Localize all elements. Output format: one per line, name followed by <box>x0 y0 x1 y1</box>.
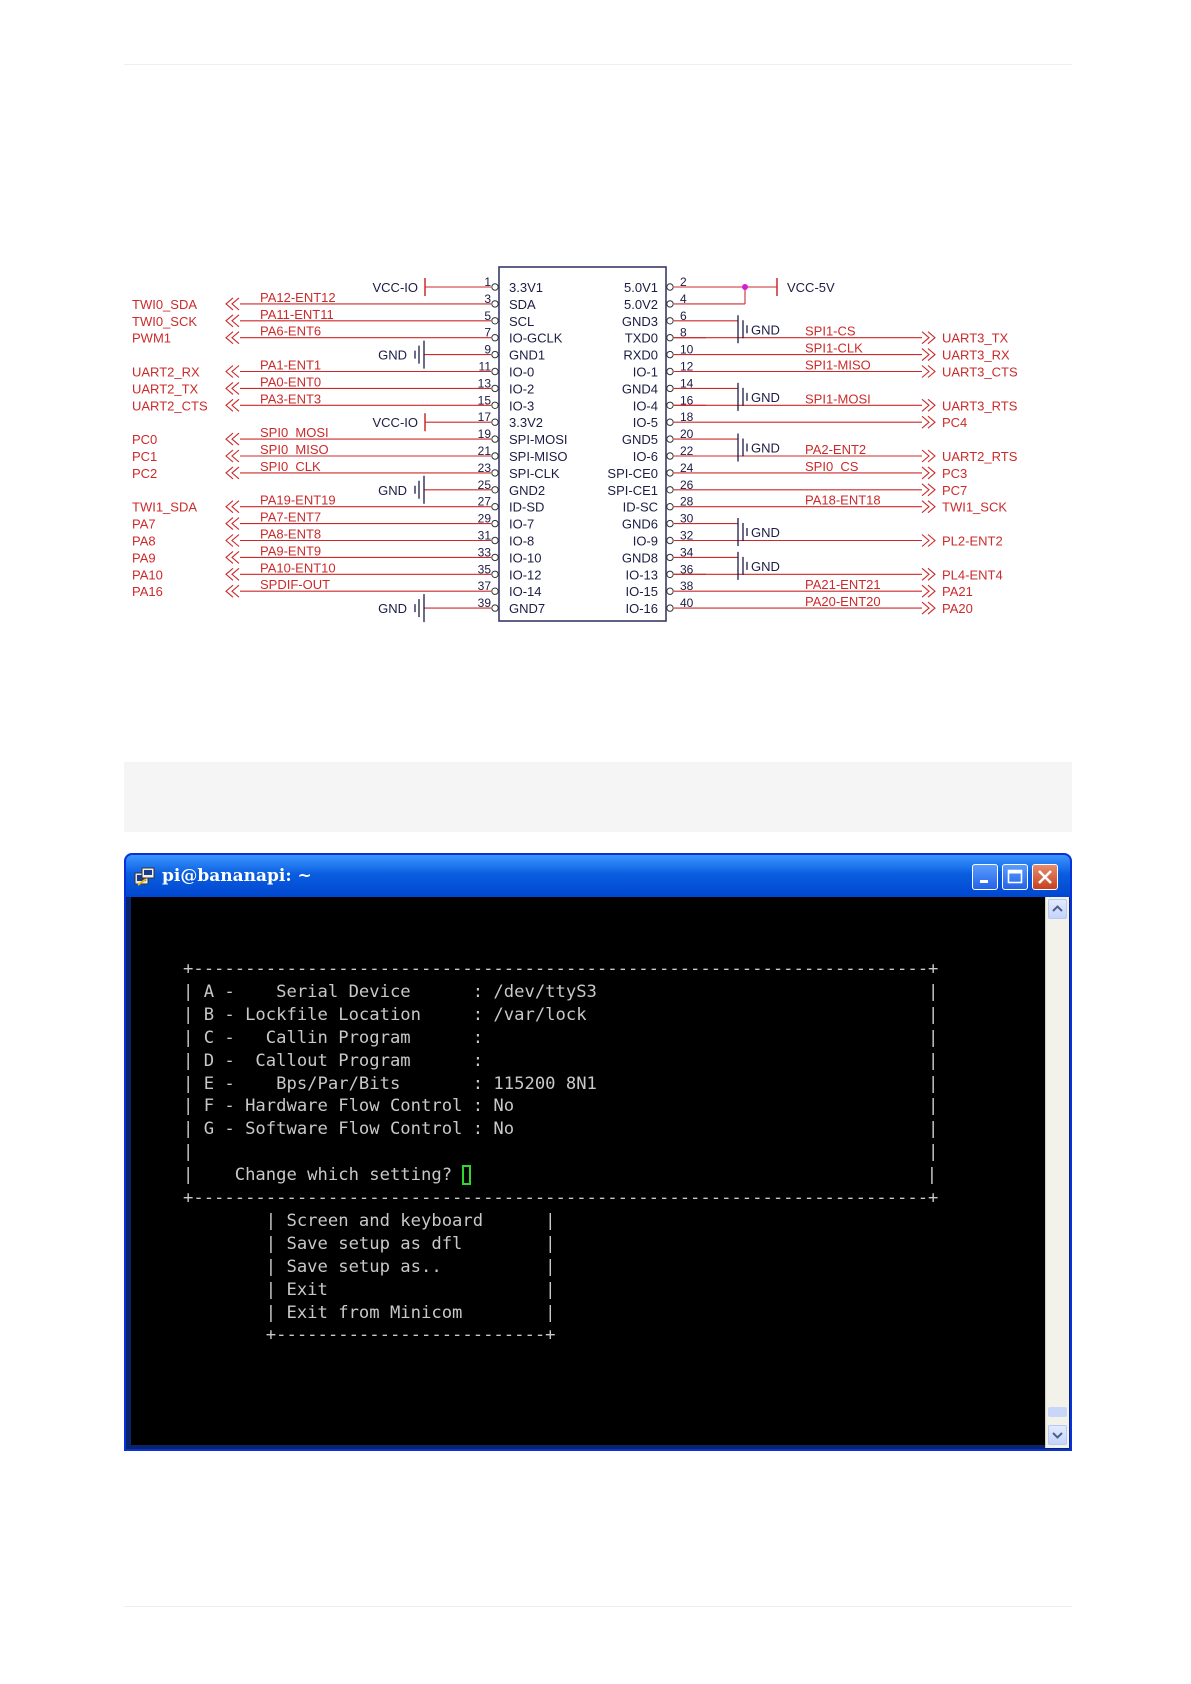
function-label-right: PL2-ENT2 <box>942 533 1003 549</box>
inner-label-right: 5.0V1 <box>624 280 658 295</box>
terminal-line <box>183 1187 938 1209</box>
connector-chevron-right <box>922 585 935 597</box>
pin-marker <box>667 571 673 577</box>
terminal-line-text: | | <box>183 1142 939 1163</box>
function-label-left: UART2_CTS <box>132 398 208 414</box>
minimize-icon <box>973 865 997 889</box>
power-label-right: VCC-5V <box>787 280 835 295</box>
putty-icon <box>134 867 156 887</box>
function-label-left: PA7 <box>132 516 156 532</box>
maximize-icon <box>1003 865 1027 889</box>
terminal-line-text: | Screen and keyboard | <box>183 1210 556 1231</box>
inner-label-left: GND2 <box>509 482 546 498</box>
inner-label-left: SDA <box>509 296 536 312</box>
net-label-left: PA0-ENT0 <box>260 374 322 390</box>
inner-label-right: IO-4 <box>632 398 658 414</box>
function-label-left: PA8 <box>132 533 156 549</box>
net-label-left: PA6-ENT6 <box>260 323 322 339</box>
net-label-right: SPI1-MOSI <box>805 391 871 407</box>
terminal-line-text: | Change which setting? <box>183 1165 463 1186</box>
pin-marker <box>667 554 673 560</box>
net-label-left: PA1-ENT1 <box>260 357 322 373</box>
pin-marker <box>667 419 673 425</box>
pin-marker <box>667 520 673 526</box>
pin-number-right: 30 <box>680 511 694 526</box>
function-label-right: UART3_RX <box>942 347 1010 363</box>
connector-chevron-right <box>922 332 935 344</box>
pin-number-right: 2 <box>680 275 687 289</box>
pin-number-right: 8 <box>680 325 687 340</box>
function-label-right: TWI1_SCK <box>942 499 1008 515</box>
power-label-left: GND <box>378 347 407 363</box>
inner-label-left: IO-14 <box>509 584 542 600</box>
pin-number-left: 23 <box>477 460 491 475</box>
pin-marker <box>492 470 498 476</box>
inner-label-left: 3.3V2 <box>509 415 543 431</box>
net-label-left: SPDIF-OUT <box>260 577 331 593</box>
power-label-left: GND <box>378 482 407 498</box>
pin-number-right: 20 <box>680 427 694 442</box>
pin-marker <box>492 301 498 307</box>
function-label-right: UART3_RTS <box>942 398 1018 414</box>
terminal-line <box>183 1004 938 1026</box>
code-block <box>124 762 1072 832</box>
inner-label-right: IO-13 <box>625 567 658 583</box>
pin-number-left: 7 <box>484 325 491 340</box>
connector-chevron-left <box>226 315 239 327</box>
terminal-line-text: | Save setup as.. | <box>183 1256 556 1277</box>
inner-label-right: GND4 <box>621 381 658 397</box>
inner-label-right: IO-1 <box>632 364 658 380</box>
pin-number-right: 28 <box>680 494 694 509</box>
connector-chevron-left <box>226 433 239 445</box>
pin-marker <box>492 402 498 408</box>
pin-marker <box>492 318 498 324</box>
pin-marker <box>492 351 498 357</box>
inner-label-left: 3.3V1 <box>509 280 543 295</box>
scroll-up-button[interactable] <box>1048 899 1067 919</box>
connector-chevron-right <box>922 501 935 513</box>
net-label-left: SPI0_MOSI <box>260 425 329 441</box>
net-label-right: SPI1-CS <box>805 323 856 339</box>
inner-label-left: GND1 <box>509 347 546 363</box>
function-label-right: UART3_TX <box>942 330 1009 346</box>
connector-chevron-left <box>226 585 239 597</box>
net-label-left: PA10-ENT10 <box>260 560 336 576</box>
pin-number-right: 14 <box>680 376 694 391</box>
inner-label-left: IO-7 <box>509 516 535 532</box>
connector-chevron-left <box>226 501 239 513</box>
terminal-line-text: +--------------------------+ <box>183 1325 556 1346</box>
terminal-line-text: | Exit | <box>183 1279 556 1300</box>
inner-label-left: IO-10 <box>509 550 542 566</box>
terminal-line <box>183 958 938 980</box>
terminal-line-text: | B - Lockfile Location : /var/lock | <box>183 1004 939 1025</box>
pin-marker <box>667 588 673 594</box>
ground-symbol <box>738 518 747 546</box>
ground-symbol <box>415 341 424 369</box>
inner-label-right: SPI-CE0 <box>607 465 658 481</box>
connector-chevron-right <box>922 366 935 378</box>
pin-number-left: 35 <box>477 562 491 577</box>
pin-number-left: 29 <box>477 511 491 526</box>
inner-label-left: ID-SD <box>509 499 545 515</box>
terminal-line <box>183 1233 556 1255</box>
function-label-right: PC4 <box>942 415 968 431</box>
inner-label-left: SPI-MOSI <box>509 432 568 448</box>
connector-chevron-right <box>922 568 935 580</box>
inner-label-left: SPI-CLK <box>509 465 560 481</box>
connector-chevron-left <box>226 568 239 580</box>
terminal-line <box>183 1027 938 1049</box>
minimize-button[interactable] <box>972 864 998 890</box>
pin-number-right: 36 <box>680 562 694 577</box>
function-label-left: PWM1 <box>132 330 171 346</box>
scroll-thumb[interactable] <box>1048 1407 1067 1417</box>
pin-number-left: 13 <box>477 376 491 391</box>
inner-label-right: IO-9 <box>632 533 658 549</box>
pin-marker <box>667 301 673 307</box>
terminal-line <box>183 1141 938 1163</box>
terminal-line-text: | Exit from Minicom | <box>183 1302 556 1323</box>
connector-chevron-left <box>226 399 239 411</box>
pin-marker <box>667 537 673 543</box>
net-label-left: PA7-ENT7 <box>260 509 322 525</box>
terminal-line <box>183 1302 556 1324</box>
pin-marker <box>667 402 673 408</box>
pin-number-right: 38 <box>680 579 694 594</box>
inner-label-left: IO-3 <box>509 398 535 414</box>
pin-number-left: 21 <box>477 444 491 458</box>
pin-number-left: 33 <box>477 545 491 560</box>
pin-marker <box>492 335 498 341</box>
pin-number-right: 6 <box>680 308 687 323</box>
inner-label-left: GND7 <box>509 601 546 617</box>
function-label-left: TWI0_SDA <box>132 296 198 312</box>
connector-chevron-left <box>226 382 239 394</box>
function-label-right: PA20 <box>942 601 973 617</box>
net-label-left: SPI0_CLK <box>260 458 321 474</box>
pin-marker <box>667 284 673 290</box>
pin-marker <box>667 487 673 493</box>
connector-chevron-left <box>226 467 239 479</box>
terminal-line-text: | D - Callout Program : | <box>183 1050 939 1071</box>
connector-chevron-left <box>226 535 239 547</box>
pin-marker <box>492 537 498 543</box>
inner-label-right: GND3 <box>621 313 658 329</box>
pin-marker <box>667 385 673 391</box>
inner-label-right: IO-6 <box>632 449 658 464</box>
pin-marker <box>492 453 498 459</box>
pin-marker <box>492 436 498 442</box>
connector-chevron-right <box>922 602 935 614</box>
connector-chevron-left <box>226 518 239 530</box>
terminal-line <box>183 1279 556 1301</box>
inner-label-left: SPI-MISO <box>509 449 568 464</box>
chevron-up-icon <box>1049 900 1066 918</box>
terminal-line-text: +-----------------------------------------------------------------------+ <box>183 959 939 979</box>
net-label-right: SPI0_CS <box>805 458 859 474</box>
net-label-left: PA12-ENT12 <box>260 289 336 305</box>
inner-label-right: RXD0 <box>623 347 658 363</box>
pin-number-right: 34 <box>680 545 694 560</box>
power-label-left: VCC-IO <box>372 415 418 431</box>
terminal-screen[interactable] <box>131 897 1045 1445</box>
pin-marker <box>667 605 673 611</box>
pin-number-left: 5 <box>484 308 491 323</box>
inner-label-right: 5.0V2 <box>624 296 658 312</box>
pin-number-left: 1 <box>484 275 491 289</box>
function-label-left: PA16 <box>132 584 163 600</box>
pin-number-left: 17 <box>477 410 491 425</box>
connector-chevron-left <box>226 366 239 378</box>
function-label-right: UART2_RTS <box>942 449 1018 464</box>
function-label-right: PA21 <box>942 584 973 600</box>
pin-marker <box>492 520 498 526</box>
pin-marker <box>492 419 498 425</box>
inner-label-right: GND8 <box>621 550 658 566</box>
pin-number-right: 12 <box>680 359 694 374</box>
connector-chevron-left <box>226 450 239 462</box>
terminal-window <box>124 853 1072 1451</box>
pin-number-right: 18 <box>680 410 694 425</box>
connector-chevron-right <box>922 399 935 411</box>
function-label-left: PC2 <box>132 465 158 481</box>
terminal-line <box>183 1073 938 1095</box>
window-title: pi@bananapi: ~ <box>162 866 312 886</box>
close-button[interactable] <box>1032 864 1058 890</box>
terminal-line <box>183 1256 556 1278</box>
connector-chevron-right <box>922 535 935 547</box>
function-label-left: UART2_TX <box>132 381 199 397</box>
inner-label-left: IO-12 <box>509 567 542 583</box>
power-label-left: VCC-IO <box>372 280 418 295</box>
terminal-line-text: | C - Callin Program : | <box>183 1027 939 1048</box>
close-icon <box>1033 865 1057 889</box>
power-label-left: GND <box>378 601 407 617</box>
function-label-right: PL4-ENT4 <box>942 567 1003 583</box>
inner-label-left: IO-2 <box>509 381 535 397</box>
bottom-rule <box>124 1606 1072 1607</box>
terminal-line-tail: | <box>471 1165 938 1186</box>
connector-chevron-right <box>922 450 935 462</box>
pin-number-left: 15 <box>477 393 491 408</box>
connector-chevron-right <box>922 467 935 479</box>
inner-label-right: IO-5 <box>632 415 658 431</box>
pin-marker <box>667 318 673 324</box>
connector-chevron-right <box>922 484 935 496</box>
terminal-line <box>183 1095 938 1117</box>
net-label-left: SPI0_MISO <box>260 442 329 457</box>
pin-number-right: 22 <box>680 444 694 458</box>
ground-symbol <box>738 383 747 411</box>
pin-marker <box>667 368 673 374</box>
pin-number-left: 31 <box>477 528 491 543</box>
net-label-left: PA8-ENT8 <box>260 526 322 542</box>
terminal-line <box>183 1118 938 1140</box>
pin-marker <box>492 554 498 560</box>
pin-marker <box>492 368 498 374</box>
pin-number-left: 19 <box>477 427 491 442</box>
pin-number-left: 11 <box>478 359 491 374</box>
inner-label-left: SCL <box>509 313 535 329</box>
pin-marker <box>492 605 498 611</box>
pin-number-right: 4 <box>680 291 687 306</box>
title-bar[interactable] <box>126 855 1070 897</box>
terminal-line <box>183 1324 556 1346</box>
function-label-left: PA9 <box>132 550 156 566</box>
scroll-down-button[interactable] <box>1048 1425 1067 1445</box>
pin-marker <box>667 335 673 341</box>
pin-marker <box>667 453 673 459</box>
pin-marker <box>492 487 498 493</box>
net-label-right: SPI1-MISO <box>805 357 871 373</box>
inner-label-right: SPI-CE1 <box>607 482 658 498</box>
connector-chevron-left <box>226 332 239 344</box>
pin-number-left: 37 <box>477 579 491 594</box>
power-label-right: GND <box>751 525 780 541</box>
gpio-header-schematic <box>0 0 1191 640</box>
function-label-left: TWI0_SCK <box>132 313 198 329</box>
power-label-right: GND <box>751 389 780 405</box>
net-label-right: PA2-ENT2 <box>805 442 867 457</box>
chevron-down-icon <box>1049 1426 1066 1444</box>
terminal-line <box>183 1050 938 1072</box>
inner-label-right: TXD0 <box>624 330 658 346</box>
inner-label-left: IO-GCLK <box>509 330 563 346</box>
function-label-left: PC0 <box>132 432 158 448</box>
net-label-right: PA18-ENT18 <box>805 492 881 508</box>
function-label-left: PC1 <box>132 449 158 464</box>
pin-marker <box>492 385 498 391</box>
inner-label-left: IO-0 <box>509 364 535 380</box>
ground-symbol <box>415 594 424 622</box>
net-label-right: SPI1-CLK <box>805 340 863 356</box>
pin-marker <box>492 571 498 577</box>
function-label-left: UART2_RX <box>132 364 200 380</box>
net-label-right: PA21-ENT21 <box>805 577 881 593</box>
function-label-left: PA10 <box>132 567 163 583</box>
connector-chevron-left <box>226 298 239 310</box>
net-label-left: PA19-ENT19 <box>260 492 336 508</box>
ground-symbol <box>415 476 424 504</box>
ground-symbol <box>738 434 747 462</box>
inner-label-right: IO-15 <box>625 584 658 600</box>
pin-number-left: 9 <box>484 342 491 357</box>
net-label-left: PA11-ENT11 <box>260 306 334 322</box>
pin-number-right: 10 <box>680 342 694 357</box>
pin-marker <box>667 504 673 510</box>
pin-marker <box>492 588 498 594</box>
terminal-line-text: | A - Serial Device : /dev/ttyS3 | <box>183 981 939 1002</box>
pin-number-right: 26 <box>680 477 694 492</box>
ground-symbol <box>738 315 747 343</box>
pin-marker <box>492 504 498 510</box>
terminal-line-text: | G - Software Flow Control : No | <box>183 1119 939 1140</box>
power-label-right: GND <box>751 440 780 456</box>
inner-label-right: GND5 <box>621 432 658 448</box>
inner-label-right: IO-16 <box>625 601 658 617</box>
function-label-right: UART3_CTS <box>942 364 1018 380</box>
connector-chevron-right <box>922 349 935 361</box>
pin-number-left: 3 <box>484 291 491 306</box>
maximize-button[interactable] <box>1002 864 1028 890</box>
pin-marker <box>667 436 673 442</box>
net-label-left: PA9-ENT9 <box>260 543 322 559</box>
terminal-line <box>183 981 938 1003</box>
vertical-scrollbar[interactable] <box>1045 897 1069 1448</box>
terminal-line <box>183 1210 556 1232</box>
connector-chevron-right <box>922 416 935 428</box>
terminal-line <box>183 1164 937 1186</box>
pin-marker <box>492 284 498 290</box>
terminal-line-text: | F - Hardware Flow Control : No | <box>183 1096 939 1117</box>
net-label-right: PA20-ENT20 <box>805 594 881 610</box>
pin-marker <box>667 470 673 476</box>
inner-label-left: IO-8 <box>509 533 535 549</box>
function-label-right: PC7 <box>942 482 968 498</box>
pin-marker <box>667 351 673 357</box>
function-label-right: PC3 <box>942 465 968 481</box>
inner-label-right: GND6 <box>621 516 658 532</box>
power-label-right: GND <box>751 558 780 574</box>
power-label-right: GND <box>751 322 780 338</box>
pin-number-right: 32 <box>680 528 694 543</box>
pin-number-right: 24 <box>680 460 694 475</box>
pin-number-left: 25 <box>477 477 491 492</box>
inner-label-right: ID-SC <box>622 499 658 515</box>
net-label-left: PA3-ENT3 <box>260 391 322 407</box>
terminal-line-text: | E - Bps/Par/Bits : 115200 8N1 | <box>183 1073 939 1094</box>
pin-number-right: 40 <box>680 596 694 611</box>
pin-number-right: 16 <box>680 393 694 408</box>
pin-number-left: 39 <box>477 596 491 611</box>
junction-dot <box>742 284 748 290</box>
ground-symbol <box>738 552 747 580</box>
terminal-line-text: | Save setup as dfl | <box>183 1233 556 1254</box>
function-label-left: TWI1_SDA <box>132 499 198 515</box>
terminal-line-text: +-----------------------------------------------------------------------+ <box>183 1188 939 1208</box>
connector-chevron-left <box>226 551 239 563</box>
pin-number-left: 27 <box>477 494 491 509</box>
